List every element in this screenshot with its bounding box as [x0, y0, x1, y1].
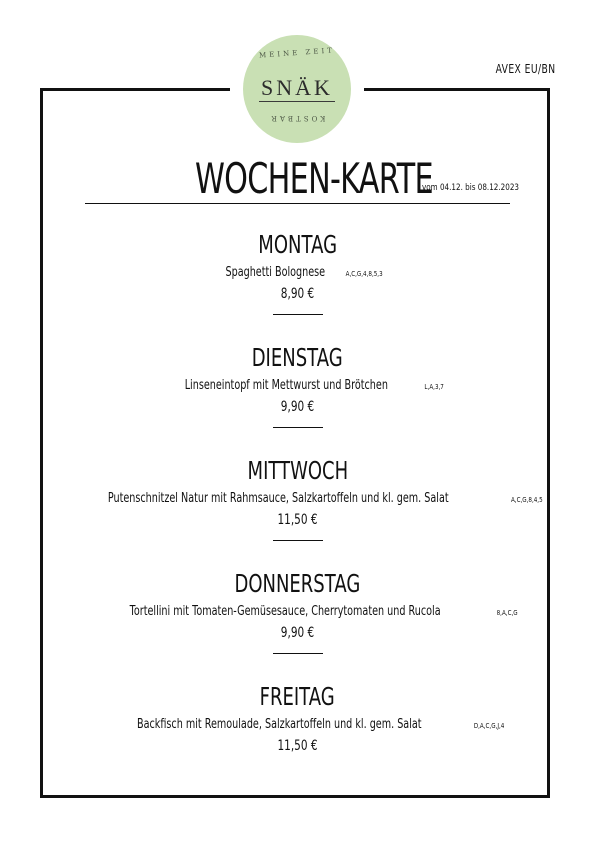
day-friday	[40, 682, 555, 795]
day-name: MITTWOCH	[247, 456, 348, 485]
dish-price: 11,50 €	[277, 512, 318, 528]
day-monday	[40, 230, 555, 343]
logo-name: SNÄK	[261, 75, 333, 100]
day-tuesday	[40, 343, 555, 456]
dish-line	[40, 264, 555, 282]
dish-line	[40, 490, 555, 508]
day-separator	[273, 540, 323, 541]
day-name: DIENSTAG	[252, 343, 343, 372]
allergen-codes: 8,A,C,G	[496, 609, 518, 617]
corner-label: AVEX EU/BN	[495, 62, 555, 76]
dish-line	[40, 716, 555, 734]
snaek-logo	[243, 35, 351, 143]
dish-line	[40, 603, 555, 621]
day-name: FREITAG	[259, 682, 336, 711]
dish-price: 8,90 €	[280, 286, 315, 302]
allergen-codes: A,C,G,8,4,5	[511, 496, 543, 504]
logo-top-text: MEINE ZEIT	[258, 46, 336, 60]
title-underline	[85, 203, 510, 204]
allergen-codes: A,C,G,4,8,5,3	[345, 270, 383, 278]
day-name: DONNERSTAG	[234, 569, 361, 598]
day-list	[40, 230, 555, 795]
date-range: vom 04.12. bis 08.12.2023	[422, 183, 519, 193]
day-separator	[273, 427, 323, 428]
dish-name: Putenschnitzel Natur mit Rahmsauce, Salzkartoffeln und kl. gem. Salat	[108, 491, 449, 506]
dish-price: 9,90 €	[280, 399, 315, 415]
dish-name: Backfisch mit Remoulade, Salzkartoffeln und kl. gem. Salat	[136, 717, 422, 732]
dish-name: Linseneintopf mit Mettwurst und Brötchen	[184, 378, 388, 393]
dish-line	[40, 377, 555, 395]
dish-name: Spaghetti Bolognese	[225, 265, 325, 280]
day-thursday	[40, 569, 555, 682]
dish-price: 9,90 €	[280, 625, 315, 641]
dish-price: 11,50 €	[277, 738, 318, 754]
allergen-codes: L,A,3,7	[424, 383, 444, 391]
day-separator	[273, 653, 323, 654]
day-separator	[273, 314, 323, 315]
allergen-codes: D,A,C,G,J,4	[473, 722, 505, 730]
dish-name: Tortellini mit Tomaten-Gemüsesauce, Cherrytomaten und Rucola	[129, 604, 441, 619]
logo-bottom-text: KOSTBAR	[268, 114, 326, 122]
logo-divider	[259, 101, 335, 102]
day-name: MONTAG	[258, 230, 337, 259]
page-title: WOCHEN-KARTE	[195, 154, 433, 203]
day-wednesday	[40, 456, 555, 569]
